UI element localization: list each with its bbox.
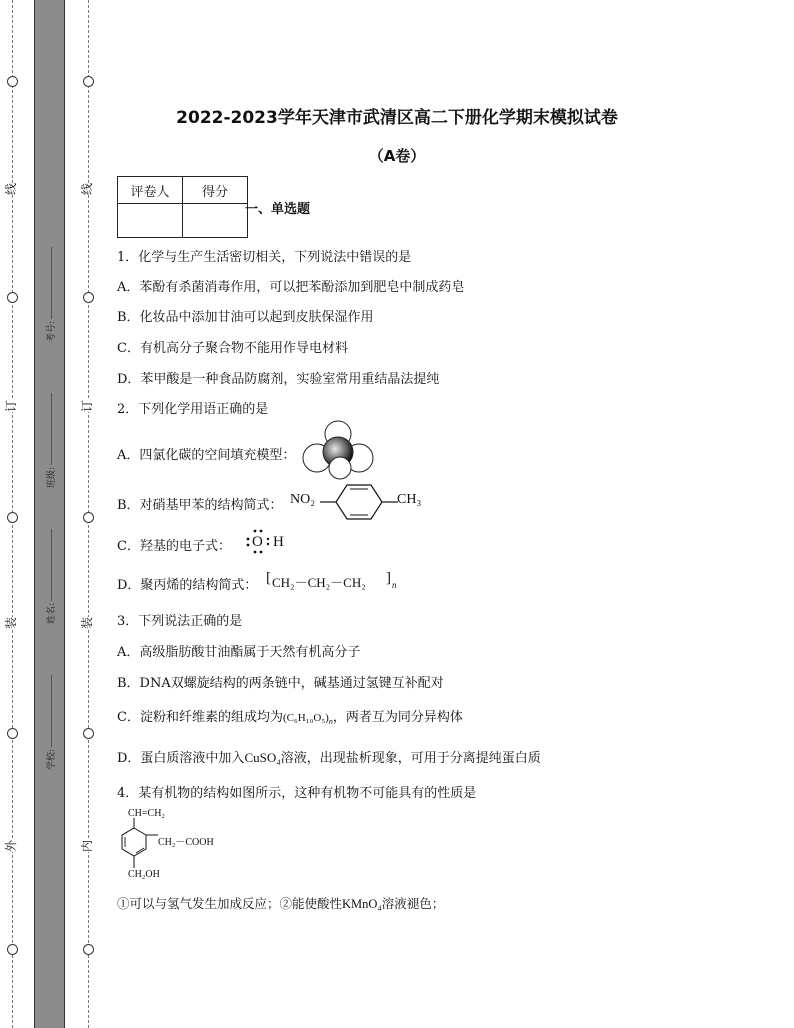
band-left-edge	[34, 0, 35, 1028]
methyl-group: CH₃	[397, 492, 422, 507]
field-label: 姓名:	[47, 602, 57, 624]
option-a: A．高级脂肪酸甘油酯属于天然有机高分子	[117, 645, 361, 660]
ccl4-space-filling-model	[300, 420, 376, 480]
starch-formula: (C₆H₁₀O₅)	[282, 712, 329, 724]
field-label: 考号:	[47, 320, 57, 342]
score-table	[117, 176, 248, 238]
option-b: B．化妆品中添加甘油可以起到皮肤保湿作用	[117, 310, 374, 325]
section-heading: 一、单选题	[245, 202, 311, 217]
option-a: A．苯酚有杀菌消毒作用，可以把苯酚添加到肥皂中制成药皂	[117, 280, 465, 295]
margin-char: 订	[4, 399, 19, 413]
binding-hole-circle	[83, 292, 94, 303]
exam-number-field[interactable]	[44, 247, 57, 342]
score-cell[interactable]	[183, 204, 248, 238]
binding-hole-circle	[7, 292, 18, 303]
property-list: ①可以与氢气发生加成反应；②能使酸性KMnO₄溶液褪色；	[117, 897, 445, 911]
binding-hole-circle	[83, 728, 94, 739]
option-text: D．蛋白质溶液中加入	[117, 751, 245, 766]
structure-label: CH₂－COOH	[158, 837, 214, 848]
question-stem: 1．化学与生产生活密切相关，下列说法中错误的是	[117, 250, 412, 265]
school-field[interactable]	[44, 675, 57, 770]
hydroxyl-o: O	[252, 534, 263, 550]
option-b: B．DNA双螺旋结构的两条链中，碱基通过氢键互补配对	[117, 676, 444, 691]
option-a: A．四氯化碳的空间填充模型：	[117, 448, 296, 463]
nitro-group: NO₂	[290, 492, 316, 507]
option-d: D．聚丙烯的结构简式：	[117, 578, 258, 593]
score-table-header: 评卷人	[118, 177, 183, 204]
margin-char: 外	[4, 839, 19, 853]
binding-hole-circle	[7, 728, 18, 739]
name-field[interactable]	[44, 529, 57, 624]
margin-char: 装	[4, 616, 19, 630]
margin-char: 线	[80, 182, 95, 196]
organic-structure-diagram	[118, 818, 162, 872]
polymer-formula: CH₂－CH₂－CH₂	[272, 575, 366, 590]
binding-hole-circle	[83, 76, 94, 87]
band-right-edge	[64, 0, 65, 1028]
polymer-bracket: [	[266, 570, 271, 586]
binding-hole-circle	[7, 76, 18, 87]
margin-char: 内	[80, 839, 95, 853]
field-label: 班级:	[47, 466, 57, 488]
binding-hole-circle	[7, 944, 18, 955]
option-text: C．淀粉和纤维素的组成均为	[117, 710, 283, 725]
margin-char: 装	[80, 616, 95, 630]
option-c: C．羟基的电子式：	[117, 539, 231, 554]
binding-band	[35, 0, 65, 1028]
structure-label: CH=CH₂	[128, 808, 165, 819]
page-title: 2022-2023学年天津市武清区高二下册化学期末模拟试卷	[176, 108, 618, 128]
class-field[interactable]	[44, 393, 57, 488]
option-b: B．对硝基甲苯的结构简式：	[117, 498, 283, 513]
score-cell[interactable]	[118, 204, 183, 238]
page-subtitle: （A卷）	[368, 147, 426, 165]
margin-char: 订	[80, 399, 95, 413]
option-text: ，两者互为同分异构体	[332, 710, 463, 725]
option-d	[117, 747, 541, 766]
formula-n: n	[328, 717, 333, 726]
question-stem: 2．下列化学用语正确的是	[117, 402, 269, 417]
option-c	[117, 706, 463, 726]
field-label: 学校:	[47, 748, 57, 770]
score-table-header: 得分	[183, 177, 248, 204]
option-c: C．有机高分子聚合物不能用作导电材料	[117, 341, 348, 356]
binding-hole-circle	[83, 512, 94, 523]
option-d: D．苯甲酸是一种食品防腐剂，实验室常用重结晶法提纯	[117, 372, 440, 387]
question-stem: 4．某有机物的结构如图所示，这种有机物不可能具有的性质是	[117, 786, 477, 801]
binding-hole-circle	[83, 944, 94, 955]
structure-label: CH₂OH	[128, 869, 160, 880]
cuso4-formula: CuSO₄	[244, 750, 281, 765]
option-text: 溶液，出现盐析现象，可用于分离提纯蛋白质	[280, 751, 541, 766]
question-stem: 3．下列说法正确的是	[117, 614, 243, 629]
binding-hole-circle	[7, 512, 18, 523]
hydroxyl-h: H	[273, 534, 284, 550]
polymer-n: n	[392, 580, 397, 590]
polymer-bracket: ]	[386, 570, 391, 586]
benzene-ring-icon	[320, 482, 400, 522]
margin-char: 线	[4, 182, 19, 196]
